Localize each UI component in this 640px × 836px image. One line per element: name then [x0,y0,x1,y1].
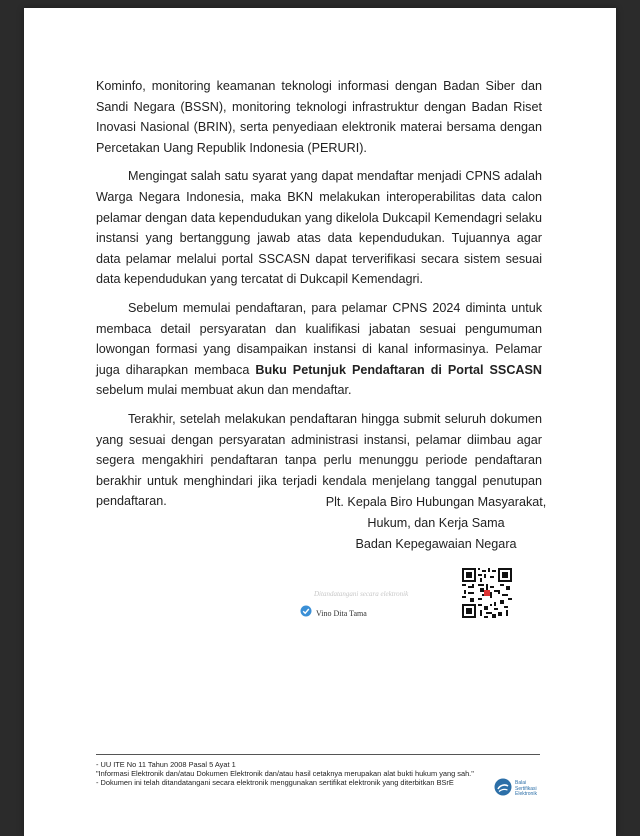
bsre-logo-icon [494,778,512,801]
footer-divider [96,754,540,755]
bsre-line-1: Balai [515,780,527,787]
esign-row [300,604,440,622]
document-page [24,8,616,836]
signature-line-2: Hukum, dan Kerja Sama [367,516,505,530]
signature-line-3: Badan Kepegawaian Negara [355,537,517,551]
paragraph-4: Terakhir, setelah melakukan pendaftaran hingga submit seluruh dokumen yang sesuai dengan persyaratan administrasi instansi, pelamar diimbau agar segera mengakhiri pendaftaran tanpa perlu menunggu periode pendaftaran berakhir untuk menghindari jika terjadi kendala menjelang tanggal penutupan pendaftaran. [96,411,542,509]
guide-book-title: Buku Petunjuk Pendaftaran di Portal SSCASN [255,362,543,377]
footnote-law: - UU ITE No 11 Tahun 2008 Pasal 5 Ayat 1 [96,760,236,769]
esign-name: Vino Dita Tama [316,608,367,618]
bsre-line-2: Sertifikasi [515,785,537,792]
paragraph-3 [96,298,542,401]
electronic-signature [300,590,440,622]
footnotes [96,760,496,788]
signature-line-1: Plt. Kepala Biro Hubungan Masyarakat, [325,495,547,509]
signature-block [316,492,556,555]
footnote-quote: "Informasi Elektronik dan/atau Dokumen Elektronik dan/atau hasil cetaknya merupakan alat bukti hukum yang sah." [96,769,474,779]
bsre-logo [494,778,537,801]
esign-caption: Ditandatangani secara elektronik [314,590,409,598]
bsre-text [515,781,537,798]
paragraph-3-start: Sebelum memulai pendaftaran, para pelamar CPNS 2024 diminta untuk membaca detail persyaratan dan kualifikasi jabatan sesuai pengumuman lowongan formasi yang disampaikan instansi di kanal informasinya. Pelamar juga diharapkan membaca [96,300,542,377]
bsre-line-3: Elektronik [515,791,537,798]
qr-code-icon [462,568,512,618]
paragraph-1: Kominfo, monitoring keamanan teknologi informasi dengan Badan Siber dan Sandi Negara (BSSN), monitoring teknologi infrastruktur dengan Badan Riset Inovasi Nasional (BRIN), serta penyediaan elektronik materai bersama dengan Percetakan Uang Republik Indonesia (PERURI). [96,79,542,155]
paragraph-2: Mengingat salah satu syarat yang dapat mendaftar menjadi CPNS adalah Warga Negara Indonesia, maka BKN melakukan interoperabilitas data calon pelamar dengan data kependudukan yang dikelola Dukcapil Kemendagri selaku instansi yang bertanggung jawab atas data kependudukan. Tujuannya agar data pelamar melalui portal SSCASN dapat terverifikasi secara sistem sesuai data kependudukan yang tercatat di Dukcapil Kemendagri. [96,169,542,287]
body-text [96,76,542,520]
footnote-bsre: - Dokumen ini telah ditandatangani secara elektronik menggunakan sertifikat elektronik yang diterbitkan BSrE [96,778,454,788]
esign-badge-icon [300,604,312,622]
paragraph-3-end: sebelum mulai membuat akun dan mendaftar. [96,383,352,398]
